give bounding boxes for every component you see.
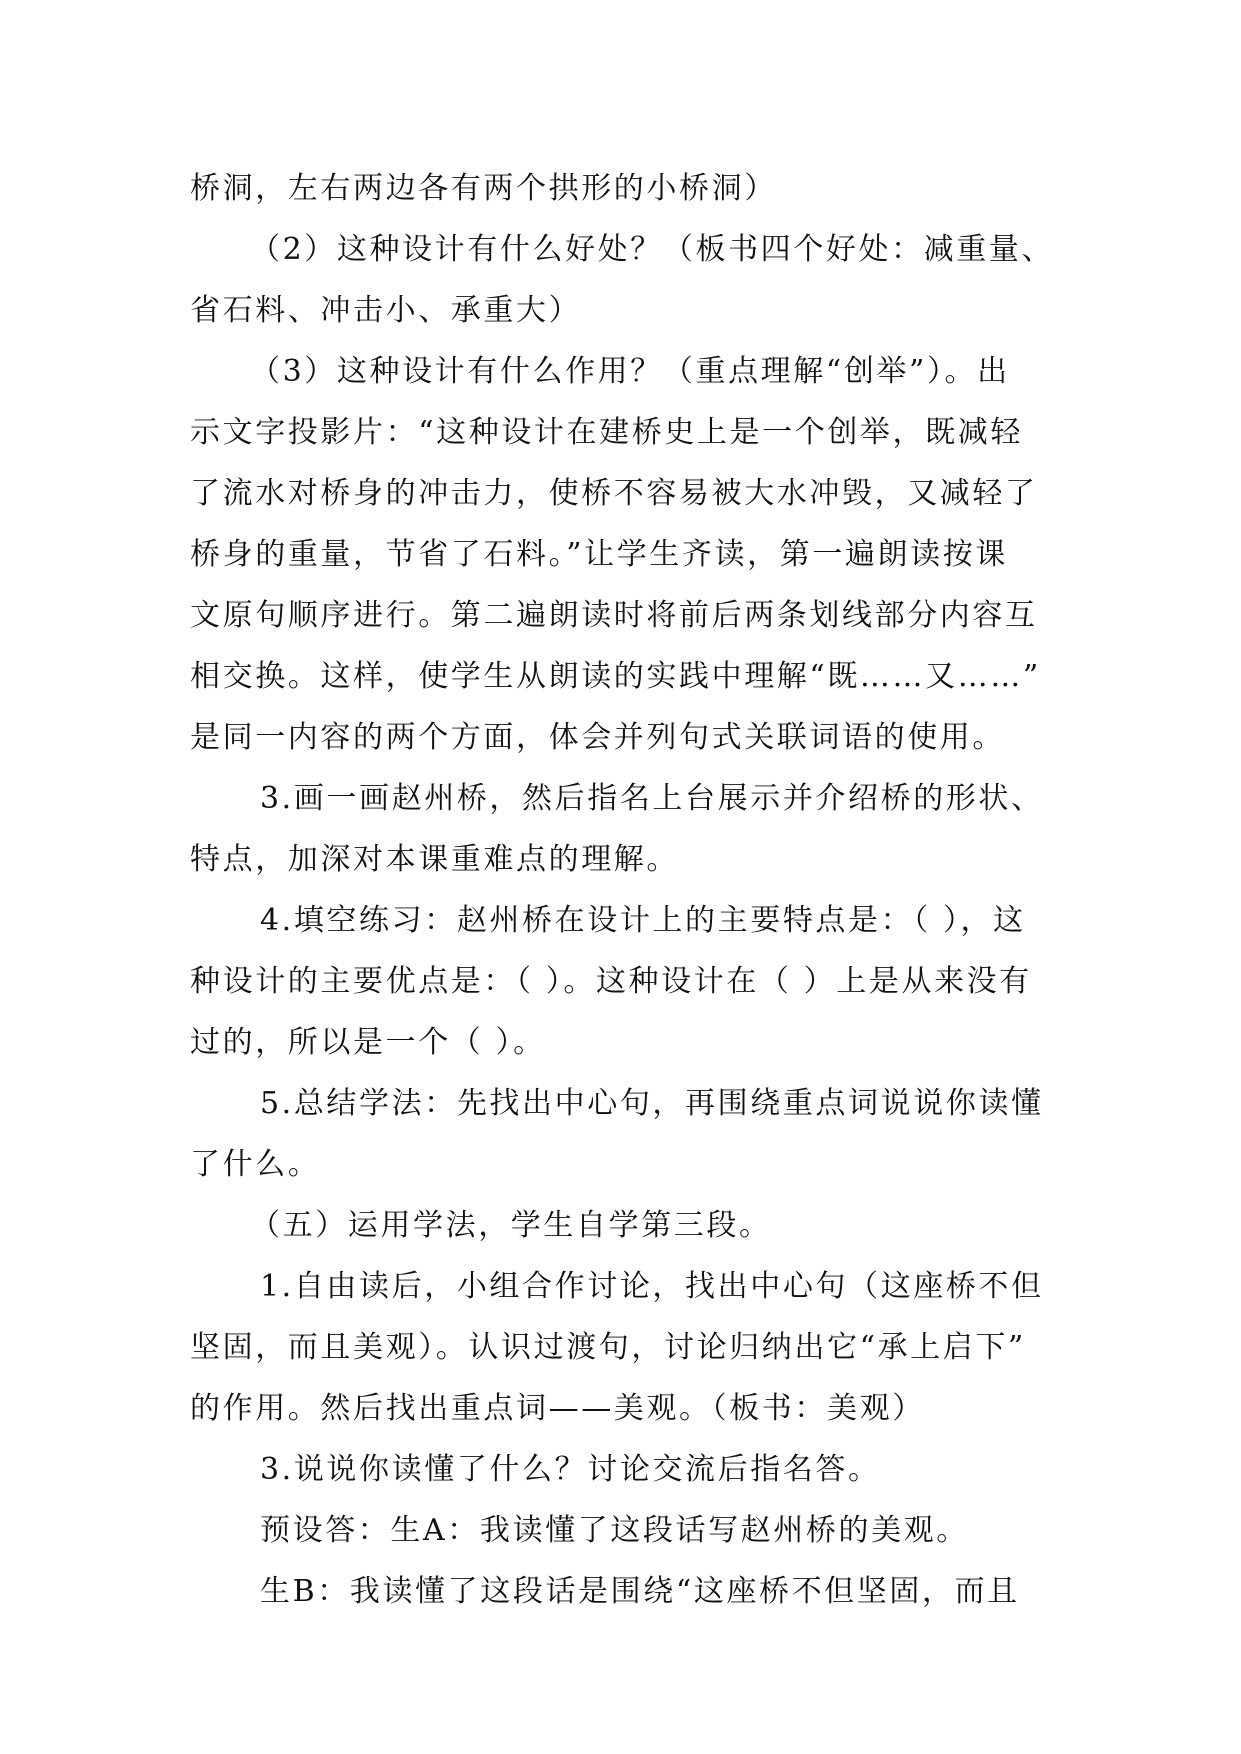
text-line: 的作用。然后找出重点词——美观。（板书：美观） xyxy=(190,1391,925,1426)
text-line: 特点，加深对本课重难点的理解。 xyxy=(190,842,679,877)
text-line: 省石料、冲击小、承重大） xyxy=(190,293,582,328)
text-line: 生B：我读懂了这段话是围绕“这座桥不但坚固，而且 xyxy=(260,1574,1020,1609)
text-line: 是同一内容的两个方面，体会并列句式关联词语的使用。 xyxy=(190,720,1005,755)
text-line: 3.说说你读懂了什么？讨论交流后指名答。 xyxy=(260,1452,881,1487)
text-line: 了什么。 xyxy=(190,1147,321,1182)
text-line: （2）这种设计有什么好处？（板书四个好处：减重量、 xyxy=(250,232,1055,267)
text-line: 文原句顺序进行。第二遍朗读时将前后两条划线部分内容互 xyxy=(190,598,1038,633)
text-line: 3.画一画赵州桥，然后指名上台展示并介绍桥的形状、 xyxy=(260,781,1044,816)
text-line: 桥身的重量，节省了石料。”让学生齐读，第一遍朗读按课 xyxy=(190,537,1008,572)
text-line: 了流水对桥身的冲击力，使桥不容易被大水冲毁，又减轻了 xyxy=(190,476,1038,511)
text-line: 相交换。这样，使学生从朗读的实践中理解“既……又……” xyxy=(190,659,1041,694)
text-line: 示文字投影片：“这种设计在建桥史上是一个创举，既减轻 xyxy=(190,415,1023,450)
text-line: 1.自由读后，小组合作讨论，找出中心句（这座桥不但 xyxy=(260,1269,1044,1304)
text-line: 5.总结学法：先找出中心句，再围绕重点词说说你读懂 xyxy=(260,1086,1044,1121)
text-line: 桥洞，左右两边各有两个拱形的小桥洞） xyxy=(190,171,777,206)
text-line: （3）这种设计有什么作用？（重点理解“创举”）。出 xyxy=(250,354,1010,389)
text-line: 过的，所以是一个（ ）。 xyxy=(190,1025,546,1060)
text-line: （五）运用学法，学生自学第三段。 xyxy=(250,1208,772,1243)
text-line: 种设计的主要优点是：（ ）。这种设计在（ ）上是从来没有 xyxy=(190,964,1032,999)
text-line: 坚固，而且美观）。认识过渡句，讨论归纳出它“承上启下” xyxy=(190,1330,1026,1365)
text-line: 预设答：生A：我读懂了这段话写赵州桥的美观。 xyxy=(260,1513,969,1548)
text-line: 4.填空练习：赵州桥在设计上的主要特点是：（ ），这 xyxy=(260,903,1026,938)
body-text xyxy=(190,158,1070,1622)
